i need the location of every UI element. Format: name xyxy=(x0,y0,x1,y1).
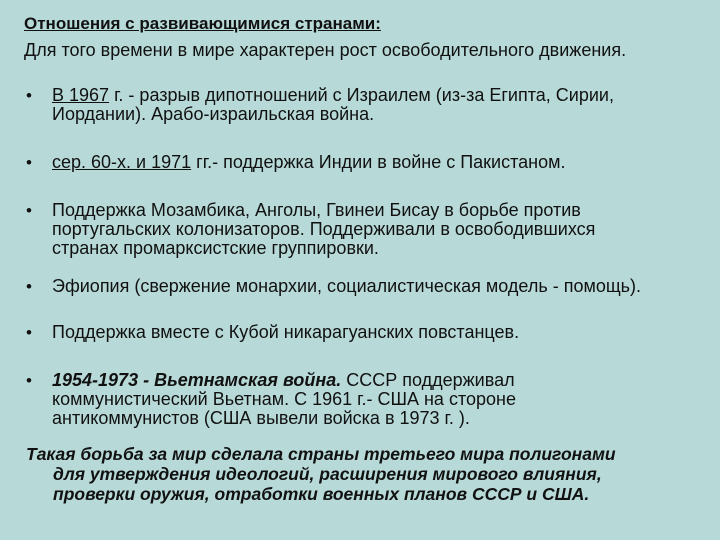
conclusion-line: проверки оружия, отработки военных планов СССР и США. xyxy=(53,484,590,504)
bullet-item-ethiopia xyxy=(26,277,716,296)
slide-subtitle: Для того времени в мире характерен рост освободительного движения. xyxy=(24,40,627,60)
bullet-text: Эфиопия (свержение монархии, социалистическая модель - помощь). xyxy=(52,276,642,296)
bullet-item-africa xyxy=(26,201,716,258)
conclusion-text xyxy=(26,444,706,504)
bullet-heading: 1954-1973 - Вьетнамская война. xyxy=(52,370,342,390)
bullet-marker: • xyxy=(26,153,32,172)
slide-title: Отношения с развивающимися странами: xyxy=(24,14,381,33)
bullet-year: В 1967 xyxy=(52,85,110,105)
bullet-text: г. - разрыв дипотношений с Израилем (из-за Египта, Сирии, xyxy=(109,85,614,105)
bullet-text-continued: португальских колонизаторов. Поддерживали в освободившихся xyxy=(52,219,596,239)
bullet-text-continued: коммунистический Вьетнам. С 1961 г.- США на стороне xyxy=(52,389,516,409)
bullet-item-nicaragua xyxy=(26,323,716,342)
bullet-text-continued: антикоммунистов (США вывели войска в 1973 г. ). xyxy=(52,408,470,428)
bullet-marker: • xyxy=(26,371,32,390)
bullet-text-continued: странах промарксистские группировки. xyxy=(52,238,379,258)
bullet-year: сер. 60-х. и 1971 xyxy=(52,152,192,172)
bullet-marker: • xyxy=(26,201,32,220)
bullet-text: Поддержка Мозамбика, Анголы, Гвинеи Бисау в борьбе против xyxy=(52,200,581,220)
bullet-item-vietnam xyxy=(26,371,716,428)
bullet-text: Поддержка вместе с Кубой никарагуанских повстанцев. xyxy=(52,322,520,342)
conclusion-line: Такая борьба за мир сделала страны третьего мира полигонами xyxy=(26,444,616,464)
bullet-text: СССР поддерживал xyxy=(341,370,515,390)
bullet-text: гг.- поддержка Индии в войне с Пакистаном. xyxy=(191,152,566,172)
bullet-item-1967 xyxy=(26,86,716,124)
bullet-marker: • xyxy=(26,323,32,342)
bullet-text-continued: Иордании). Арабо-израильская война. xyxy=(52,104,375,124)
bullet-item-india xyxy=(26,153,716,172)
conclusion-line: для утверждения идеологий, расширения мирового влияния, xyxy=(53,464,602,484)
bullet-marker: • xyxy=(26,86,32,105)
bullet-marker: • xyxy=(26,277,32,296)
